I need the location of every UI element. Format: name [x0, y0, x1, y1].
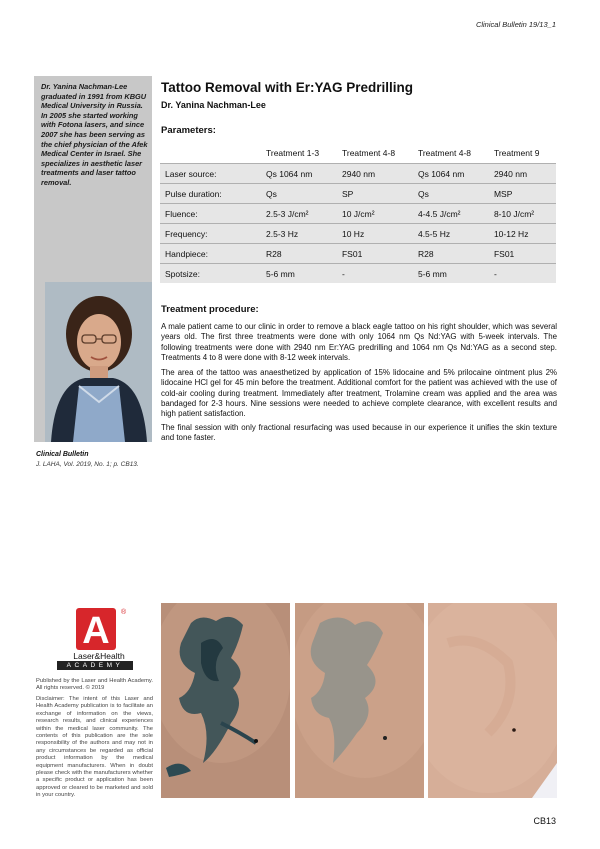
- table-row: [160, 184, 556, 204]
- author-portrait: [45, 282, 152, 442]
- table-row: [160, 164, 556, 184]
- table-header-cell: Treatment 4-8: [337, 143, 413, 164]
- parameters-table: [160, 143, 556, 283]
- article-title: Tattoo Removal with Er:YAG Predrilling: [161, 80, 414, 95]
- publisher-note: Published by the Laser and Health Academy. All rights reserved. © 2019: [36, 678, 153, 692]
- table-cell: Qs: [261, 184, 337, 204]
- table-cell: Laser source:: [160, 164, 261, 184]
- table-header-cell: Treatment 4-8: [413, 143, 489, 164]
- table-cell: 10 Hz: [337, 224, 413, 244]
- logo-name: Laser&Health: [73, 651, 125, 661]
- table-header-row: [160, 143, 556, 164]
- table-cell: 5-6 mm: [413, 264, 489, 284]
- table-header-cell: Treatment 9: [489, 143, 556, 164]
- procedure-paragraph: The final session with only fractional resurfacing was used because in our experience it unifies the skin texture and tone faster.: [161, 423, 557, 443]
- table-cell: Spotsize:: [160, 264, 261, 284]
- after-treatment-photo: [428, 603, 557, 798]
- logo-academy-bar: ACADEMY: [57, 661, 133, 670]
- procedure-paragraph: The area of the tattoo was anaesthetized by application of 15% lidocaine and 5% prilocaine ointment plus 2% lidocaine HCl gel for 45 min before the treatment. Additional comfort for the patient was achieved with the use of cold-air cooling during treatment. Immediately after treatment, Trolamine cream was applied and the area was bandaged for 2-3 hours. Nine sessions were needed to achieve complete clearance, with excellent results and high patient satisfaction.: [161, 368, 557, 419]
- mid-treatment-photo: [295, 603, 424, 798]
- table-cell: Frequency:: [160, 224, 261, 244]
- procedure-paragraph: A male patient came to our clinic in order to remove a black eagle tattoo on his right shoulder, which was several years old. The first three treatments were done with only 1064 nm Qs Nd:YAG with 5-week intervals. The following treatments were done with 2940 nm Er:YAG predrilling and 1064 nm Qs Nd:YAG as a second step. Treatments 4 to 8 were done with 8-12 week intervals.: [161, 322, 557, 362]
- table-cell: R28: [413, 244, 489, 264]
- registered-mark: ®: [121, 609, 127, 616]
- table-cell: Qs 1064 nm: [413, 164, 489, 184]
- table-cell: 2940 nm: [337, 164, 413, 184]
- table-cell: 8-10 J/cm²: [489, 204, 556, 224]
- page-number: CB13: [533, 816, 556, 826]
- article-author: Dr. Yanina Nachman-Lee: [161, 100, 266, 110]
- author-bio: Dr. Yanina Nachman-Lee graduated in 1991 from KBGU Medical University in Russia. In 2005 she started working with Fotona lasers, and since 2007 she has been serving as the chief physician of the Afek Medical Center in Israel. She specializes in aesthetic laser treatments and laser tattoo removal.: [41, 82, 148, 187]
- table-cell: Qs 1064 nm: [261, 164, 337, 184]
- table-cell: FS01: [337, 244, 413, 264]
- clinical-bulletin-label: Clinical Bulletin: [36, 451, 89, 458]
- table-cell: 2.5-3 Hz: [261, 224, 337, 244]
- table-cell: -: [489, 264, 556, 284]
- table-cell: R28: [261, 244, 337, 264]
- table-row: [160, 204, 556, 224]
- before-treatment-photo: [161, 603, 290, 798]
- procedure-heading: Treatment procedure:: [161, 304, 259, 315]
- table-row: [160, 224, 556, 244]
- table-header-cell: [160, 143, 261, 164]
- table-cell: 10-12 Hz: [489, 224, 556, 244]
- disclaimer-text: Disclaimer: The intent of this Laser and Health Academy publication is to facilitate an exchange of information on the views, research results, and clinical experiences within the medical laser community. The contents of this publication are the sole responsibility of the authors and may not in any circumstances be regarded as official product information by the medical equipment manufacturers. When in doubt please check with the manufacturers whether a specific product or application has been approved or cleared to be marketed and sold in your country.: [36, 696, 153, 799]
- table-cell: -: [337, 264, 413, 284]
- table-cell: 2940 nm: [489, 164, 556, 184]
- table-cell: 2.5-3 J/cm²: [261, 204, 337, 224]
- table-row: [160, 244, 556, 264]
- table-row: [160, 264, 556, 284]
- table-cell: FS01: [489, 244, 556, 264]
- journal-citation: J. LAHA, Vol. 2019, No. 1; p. CB13.: [36, 461, 139, 468]
- table-header-cell: Treatment 1-3: [261, 143, 337, 164]
- table-cell: MSP: [489, 184, 556, 204]
- table-cell: 5-6 mm: [261, 264, 337, 284]
- table-cell: Fluence:: [160, 204, 261, 224]
- table-cell: 10 J/cm²: [337, 204, 413, 224]
- table-cell: Pulse duration:: [160, 184, 261, 204]
- table-cell: 4-4.5 J/cm²: [413, 204, 489, 224]
- table-cell: SP: [337, 184, 413, 204]
- table-cell: 4.5-5 Hz: [413, 224, 489, 244]
- table-cell: Handpiece:: [160, 244, 261, 264]
- logo-letter: A: [82, 610, 110, 652]
- bulletin-reference: Clinical Bulletin 19/13_1: [475, 20, 556, 29]
- parameters-heading: Parameters:: [161, 125, 216, 136]
- table-cell: Qs: [413, 184, 489, 204]
